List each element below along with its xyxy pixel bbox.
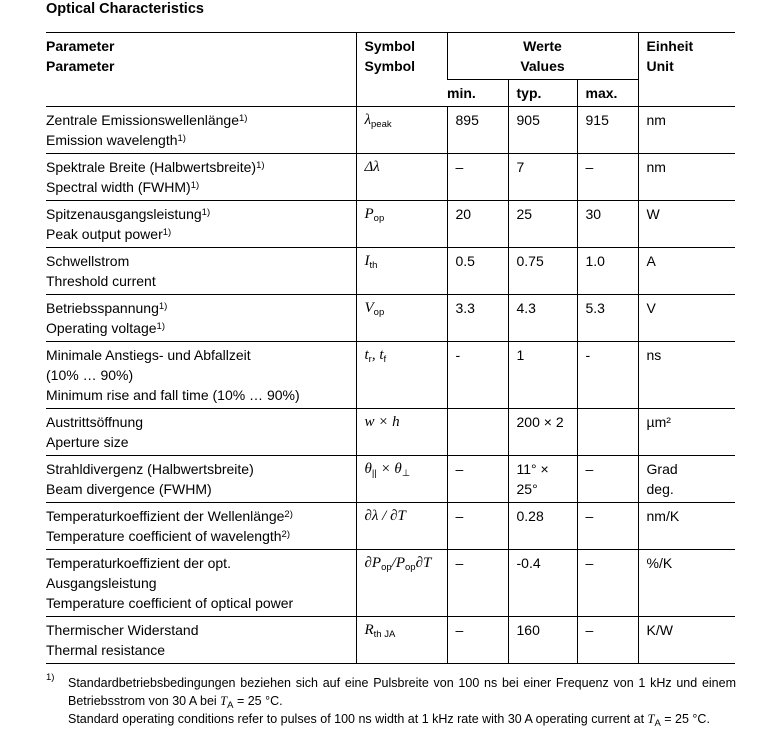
symbol-text: ∂P	[364, 555, 382, 571]
value-min: –	[447, 550, 508, 617]
parameter-line: Temperature coefficient of optical power	[46, 595, 294, 611]
parameter-line: Spectral width (FWHM)$^{1)}$	[46, 179, 200, 195]
value-max: –	[577, 154, 638, 201]
symbol-subscript: op	[405, 562, 416, 573]
optical-characteristics-table	[46, 32, 735, 664]
unit-line: V	[646, 300, 656, 316]
parameter-line: Spitzenausgangsleistung$^{1)}$	[46, 206, 211, 222]
footnote-ref: 2)	[281, 529, 290, 540]
symbol-subscript: ||	[371, 468, 377, 479]
temp-subscript: A	[654, 718, 661, 729]
header-values	[447, 33, 638, 80]
parameter-cell	[46, 503, 356, 550]
header-values-de: Werte	[523, 38, 562, 54]
unit-line: W	[646, 206, 660, 222]
unit-cell	[638, 617, 735, 664]
unit-line: %/K	[646, 555, 673, 571]
unit-cell	[638, 503, 735, 550]
table-row	[46, 342, 735, 409]
value-typ: 7	[508, 154, 577, 201]
symbol-cell	[356, 154, 447, 201]
value-min: 3.3	[447, 295, 508, 342]
table-row	[46, 154, 735, 201]
unit-cell	[638, 295, 735, 342]
value-min	[447, 409, 508, 456]
footnote-text: Standard operating conditions refer to pulses of 100 ns width at 1 kHz rate with 30 A operating current at	[68, 712, 648, 726]
value-max: 30	[577, 201, 638, 248]
parameter-line: Thermischer Widerstand	[46, 622, 199, 638]
value-max: -	[577, 342, 638, 409]
parameter-cell	[46, 617, 356, 664]
unit-cell	[638, 248, 735, 295]
parameter-line: Austrittsöffnung	[46, 414, 144, 430]
symbol-text: Δλ	[364, 159, 380, 175]
symbol-text: w × h	[364, 414, 400, 430]
value-min: 0.5	[447, 248, 508, 295]
footnote-ref: 1)	[239, 113, 248, 124]
value-min: 20	[447, 201, 508, 248]
footnote-ref: 1)	[158, 301, 168, 312]
value-max: 1.0	[577, 248, 638, 295]
parameter-line: Peak output power$^{1)}$	[46, 226, 172, 242]
parameter-line: Spektrale Breite (Halbwertsbreite)$^{1)}$	[46, 159, 265, 175]
value-min: –	[447, 617, 508, 664]
value-typ: -0.4	[508, 550, 577, 617]
unit-line: Grad	[646, 461, 678, 477]
parameter-line: Zentrale Emissionswellenlänge$^{1)}$	[46, 112, 248, 128]
symbol-cell	[356, 295, 447, 342]
table-row	[46, 107, 735, 154]
footnote-english	[68, 710, 736, 728]
symbol-cell	[356, 201, 447, 248]
parameter-line: Operating voltage$^{1)}$	[46, 320, 165, 336]
section-title: Optical Characteristics	[46, 1, 204, 17]
value-typ: 4.3	[508, 295, 577, 342]
footnote-ref: 2)	[284, 509, 293, 520]
footnote-ref: 1)	[256, 160, 265, 171]
symbol-subscript: op	[373, 307, 385, 318]
header-typ: typ.	[508, 80, 577, 107]
header-max: max.	[577, 80, 638, 107]
header-min: min.	[447, 80, 508, 107]
table-row	[46, 550, 735, 617]
value-typ: 200 × 2	[508, 409, 577, 456]
value-max: –	[577, 456, 638, 503]
symbol-text: P	[364, 206, 374, 222]
unit-line: A	[646, 253, 656, 269]
value-typ: 25	[508, 201, 577, 248]
header-parameter-de: Parameter	[46, 38, 115, 54]
unit-line: nm	[646, 112, 666, 128]
value-max: –	[577, 550, 638, 617]
parameter-line: Schwellstrom	[46, 253, 130, 269]
parameter-line: Threshold current	[46, 273, 156, 289]
parameter-cell	[46, 201, 356, 248]
value-min: -	[447, 342, 508, 409]
unit-cell	[638, 107, 735, 154]
parameter-line: Strahldivergenz (Halbwertsbreite)	[46, 461, 254, 477]
parameter-cell	[46, 107, 356, 154]
symbol-text: , t	[371, 347, 384, 363]
value-min: –	[447, 154, 508, 201]
footnote-german	[68, 674, 736, 710]
symbol-subscript: ⊥	[401, 468, 411, 479]
footnote-marker: 1)	[46, 672, 55, 683]
parameter-cell	[46, 409, 356, 456]
footnote-ref: 1)	[162, 227, 172, 238]
header-unit	[638, 33, 735, 107]
symbol-text: ∂λ / ∂T	[364, 508, 406, 524]
parameter-cell	[46, 456, 356, 503]
footnote-text: Standardbetriebsbedingungen beziehen sich auf eine Pulsbreite von 100 ns bei einer Frequenz von 1 kHz und einem Betriebsstrom von 30 A bei	[68, 676, 736, 708]
unit-line: nm	[646, 159, 666, 175]
symbol-cell	[356, 107, 447, 154]
symbol-text: t	[364, 347, 369, 363]
value-min: –	[447, 456, 508, 503]
temp-symbol: T	[220, 694, 228, 708]
symbol-text: ∂T	[415, 555, 432, 571]
symbol-cell	[356, 248, 447, 295]
value-min: –	[447, 503, 508, 550]
unit-line: ns	[646, 347, 662, 363]
table-row	[46, 617, 735, 664]
unit-cell	[638, 342, 735, 409]
value-typ: 0.75	[508, 248, 577, 295]
unit-cell	[638, 409, 735, 456]
parameter-line: Thermal resistance	[46, 642, 166, 658]
unit-cell	[638, 201, 735, 248]
footnote-ref: 1)	[190, 180, 200, 191]
value-typ: 160	[508, 617, 577, 664]
symbol-cell	[356, 617, 447, 664]
header-values-en: Values	[520, 58, 565, 74]
symbol-text: R	[364, 622, 374, 638]
symbol-subscript: th JA	[373, 629, 396, 640]
value-max: –	[577, 503, 638, 550]
parameter-cell	[46, 248, 356, 295]
header-symbol-en: Symbol	[364, 58, 416, 74]
temp-subscript: A	[227, 700, 234, 711]
header-parameter-en: Parameter	[46, 58, 115, 74]
unit-cell	[638, 550, 735, 617]
value-max	[577, 409, 638, 456]
table-row	[46, 295, 735, 342]
footnote	[46, 674, 736, 728]
symbol-text: V	[364, 300, 374, 316]
parameter-line: Betriebsspannung$^{1)}$	[46, 300, 168, 316]
parameter-cell	[46, 154, 356, 201]
symbol-subscript: f	[383, 354, 387, 365]
table-row	[46, 503, 735, 550]
value-max: 915	[577, 107, 638, 154]
symbol-text: I	[364, 253, 370, 269]
value-typ: 11° × 25°	[508, 456, 577, 503]
table-row	[46, 201, 735, 248]
table-row	[46, 248, 735, 295]
symbol-text: × θ	[376, 461, 402, 477]
parameter-cell	[46, 342, 356, 409]
symbol-subscript: op	[381, 562, 392, 573]
symbol-cell	[356, 456, 447, 503]
parameter-line: Minimum rise and fall time (10% … 90%)	[46, 387, 300, 403]
table-row	[46, 409, 735, 456]
parameter-line: Temperature coefficient of wavelength$^{2)}$	[46, 528, 290, 544]
value-typ: 905	[508, 107, 577, 154]
unit-line: nm/K	[646, 508, 680, 524]
unit-line: µm²	[646, 414, 671, 430]
temp-symbol: T	[647, 712, 655, 726]
unit-cell	[638, 154, 735, 201]
parameter-line: Temperaturkoeffizient der Wellenlänge$^{2)}$	[46, 508, 293, 524]
parameter-line: Beam divergence (FWHM)	[46, 481, 212, 497]
symbol-cell	[356, 342, 447, 409]
parameter-line: Emission wavelength$^{1)}$	[46, 132, 186, 148]
unit-line: K/W	[646, 622, 673, 638]
header-symbol-de: Symbol	[364, 38, 416, 54]
symbol-subscript: th	[369, 260, 378, 271]
value-min: 895	[447, 107, 508, 154]
parameter-line: Temperaturkoeffizient der opt.	[46, 555, 231, 571]
symbol-subscript: r	[368, 354, 372, 365]
footnote-ref: 1)	[177, 133, 186, 144]
symbol-cell	[356, 409, 447, 456]
header-unit-de: Einheit	[646, 38, 694, 54]
symbol-subscript: peak	[371, 119, 392, 130]
value-max: 5.3	[577, 295, 638, 342]
parameter-cell	[46, 550, 356, 617]
footnote-ref: 1)	[201, 207, 211, 218]
footnote-text: = 25 °C.	[233, 694, 283, 708]
table-row	[46, 456, 735, 503]
value-typ: 1	[508, 342, 577, 409]
footnote-ref: 1)	[156, 321, 165, 332]
value-typ: 0.28	[508, 503, 577, 550]
parameter-line: Ausgangsleistung	[46, 575, 157, 591]
parameter-line: (10% … 90%)	[46, 367, 134, 383]
parameter-line: Aperture size	[46, 434, 129, 450]
parameter-cell	[46, 295, 356, 342]
symbol-text: θ	[364, 461, 372, 477]
header-symbol	[356, 33, 447, 107]
value-max: –	[577, 617, 638, 664]
symbol-cell	[356, 550, 447, 617]
footnote-text: = 25 °C.	[660, 712, 710, 726]
unit-line: deg.	[646, 481, 674, 497]
header-unit-en: Unit	[646, 58, 674, 74]
header-parameter	[46, 33, 356, 107]
symbol-subscript: op	[373, 213, 385, 224]
symbol-cell	[356, 503, 447, 550]
symbol-text: /P	[391, 555, 405, 571]
parameter-line: Minimale Anstiegs- und Abfallzeit	[46, 347, 251, 363]
unit-cell	[638, 456, 735, 503]
symbol-text: λ	[364, 112, 371, 128]
